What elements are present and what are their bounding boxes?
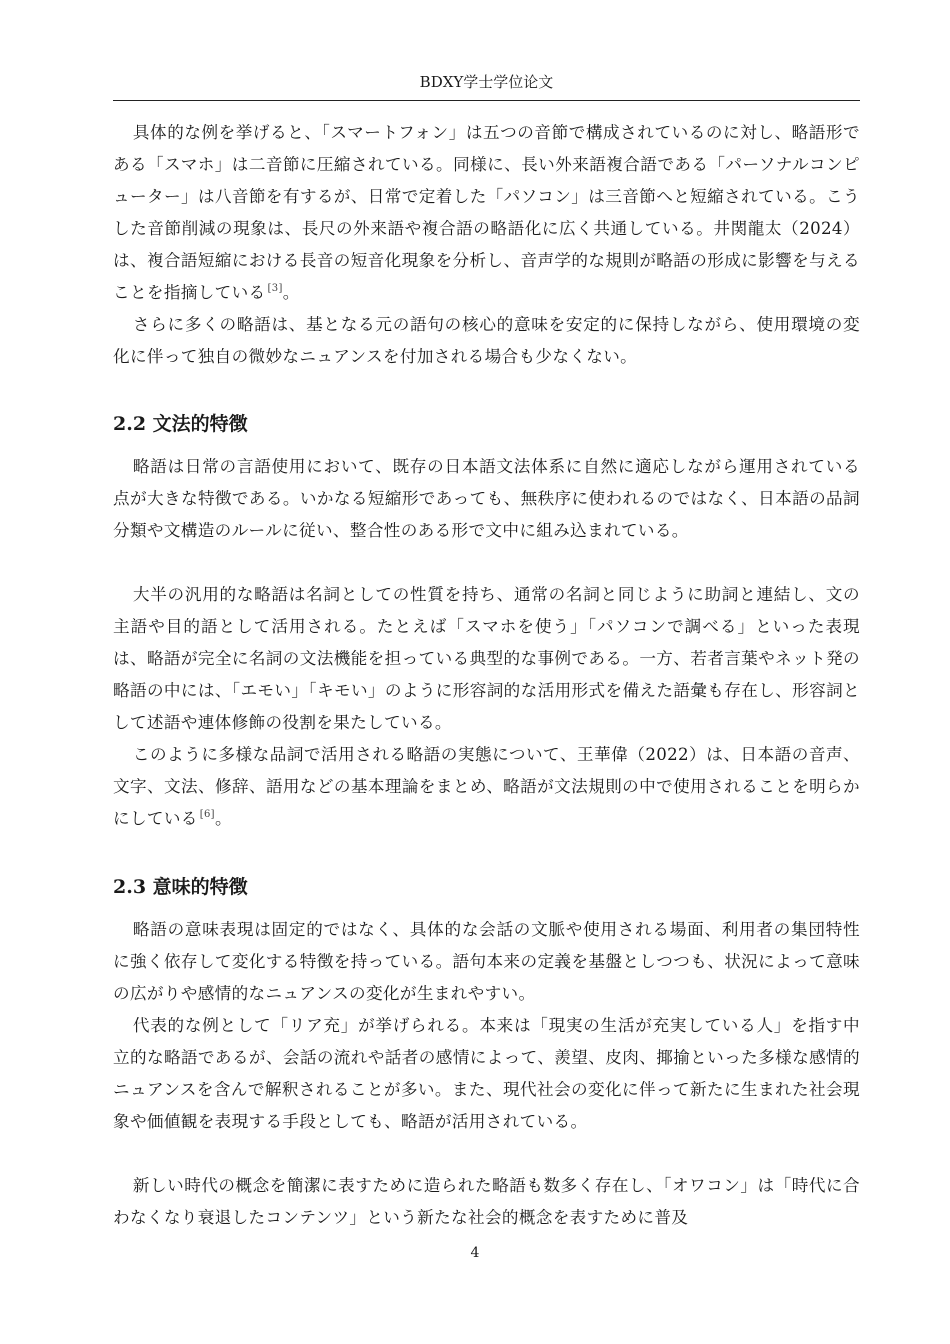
paragraph-semantic-context: 略語の意味表現は固定的ではなく、具体的な会話の文脈や使用される場面、利用者の集団特性に強く依存して変化する特徴を持っている。語句本来の定義を基盤としつつも、状況によって意味の広がりや感情的なニュアンスの変化が生まれやすい。: [113, 920, 860, 1003]
paragraph-end: 。: [282, 283, 300, 302]
running-header: BDXY学士学位论文: [419, 73, 554, 91]
paragraph-text: 具体的な例を挙げると、「スマートフォン」は五つの音節で構成されているのに対し、略語形である「スマホ」は二音節に圧縮されている。同様に、長い外来語複合語である「パーソナルコンピューター」は八音節を有するが、日常で定着した「パソコン」は三音節へと短縮されている。こうした音節削減の現象は、長尺の外来語や複合語の略語化に広く共通している。井関龍太（2024）は、複合語短縮における長音の短音化現象を分析し、音声学的な規則が略語の形成に影響を与えることを指摘している: [113, 123, 860, 302]
paragraph-owacon-example: 新しい時代の概念を簡潔に表すために造られた略語も数多く存在し、「オワコン」は「時代に合わなくなり衰退したコンテンツ」という新たな社会的概念を表すために普及: [113, 1176, 860, 1227]
citation-marker: [6]: [199, 809, 215, 821]
paragraph-syllable-reduction: [113, 117, 860, 309]
paragraph-wang-citation: [113, 739, 860, 835]
citation-marker: [3]: [267, 283, 283, 295]
page-number: 4: [470, 1245, 480, 1261]
section-heading-semantic: 2.3 意味的特徴: [113, 876, 248, 898]
paragraph-end: 。: [214, 809, 232, 828]
paragraph-text: このように多様な品詞で活用される略語の実態について、王華偉（2022）は、日本語の音声、文字、文法、修辞、語用などの基本理論をまとめ、略語が文法規則の中で使用されることを明らかにしている: [113, 745, 860, 828]
paragraph-riajuu-example: 代表的な例として「リア充」が挙げられる。本来は「現実の生活が充実している人」を指す中立的な略語であるが、会話の流れや話者の感情によって、羨望、皮肉、揶揄といった多様な感情的ニュアンスを含んで解釈されることが多い。また、現代社会の変化に伴って新たに生まれた社会現象や価値観を表現する手段としても、略語が活用されている。: [113, 1016, 860, 1131]
header-rule: [113, 100, 860, 101]
paragraph-nuance: さらに多くの略語は、基となる元の語句の核心的意味を安定的に保持しながら、使用環境の変化に伴って独自の微妙なニュアンスを付加される場合も少なくない。: [113, 315, 860, 366]
section-heading-grammatical: 2.2 文法的特徴: [113, 413, 248, 435]
paragraph-parts-of-speech: 大半の汎用的な略語は名詞としての性質を持ち、通常の名詞と同じように助詞と連結し、文の主語や目的語として活用される。たとえば「スマホを使う」「パソコンで調べる」といった表現は、略語が完全に名詞の文法機能を担っている典型的な事例である。一方、若者言葉やネット発の略語の中には、「エモい」「キモい」のように形容詞的な活用形式を備えた語彙も存在し、形容詞として述語や連体修飾の役割を果たしている。: [113, 585, 860, 732]
paragraph-grammar-adaptation: 略語は日常の言語使用において、既存の日本語文法体系に自然に適応しながら運用されている点が大きな特徴である。いかなる短縮形であっても、無秩序に使われるのではなく、日本語の品詞分類や文構造のルールに従い、整合性のある形で文中に組み込まれている。: [113, 457, 860, 540]
